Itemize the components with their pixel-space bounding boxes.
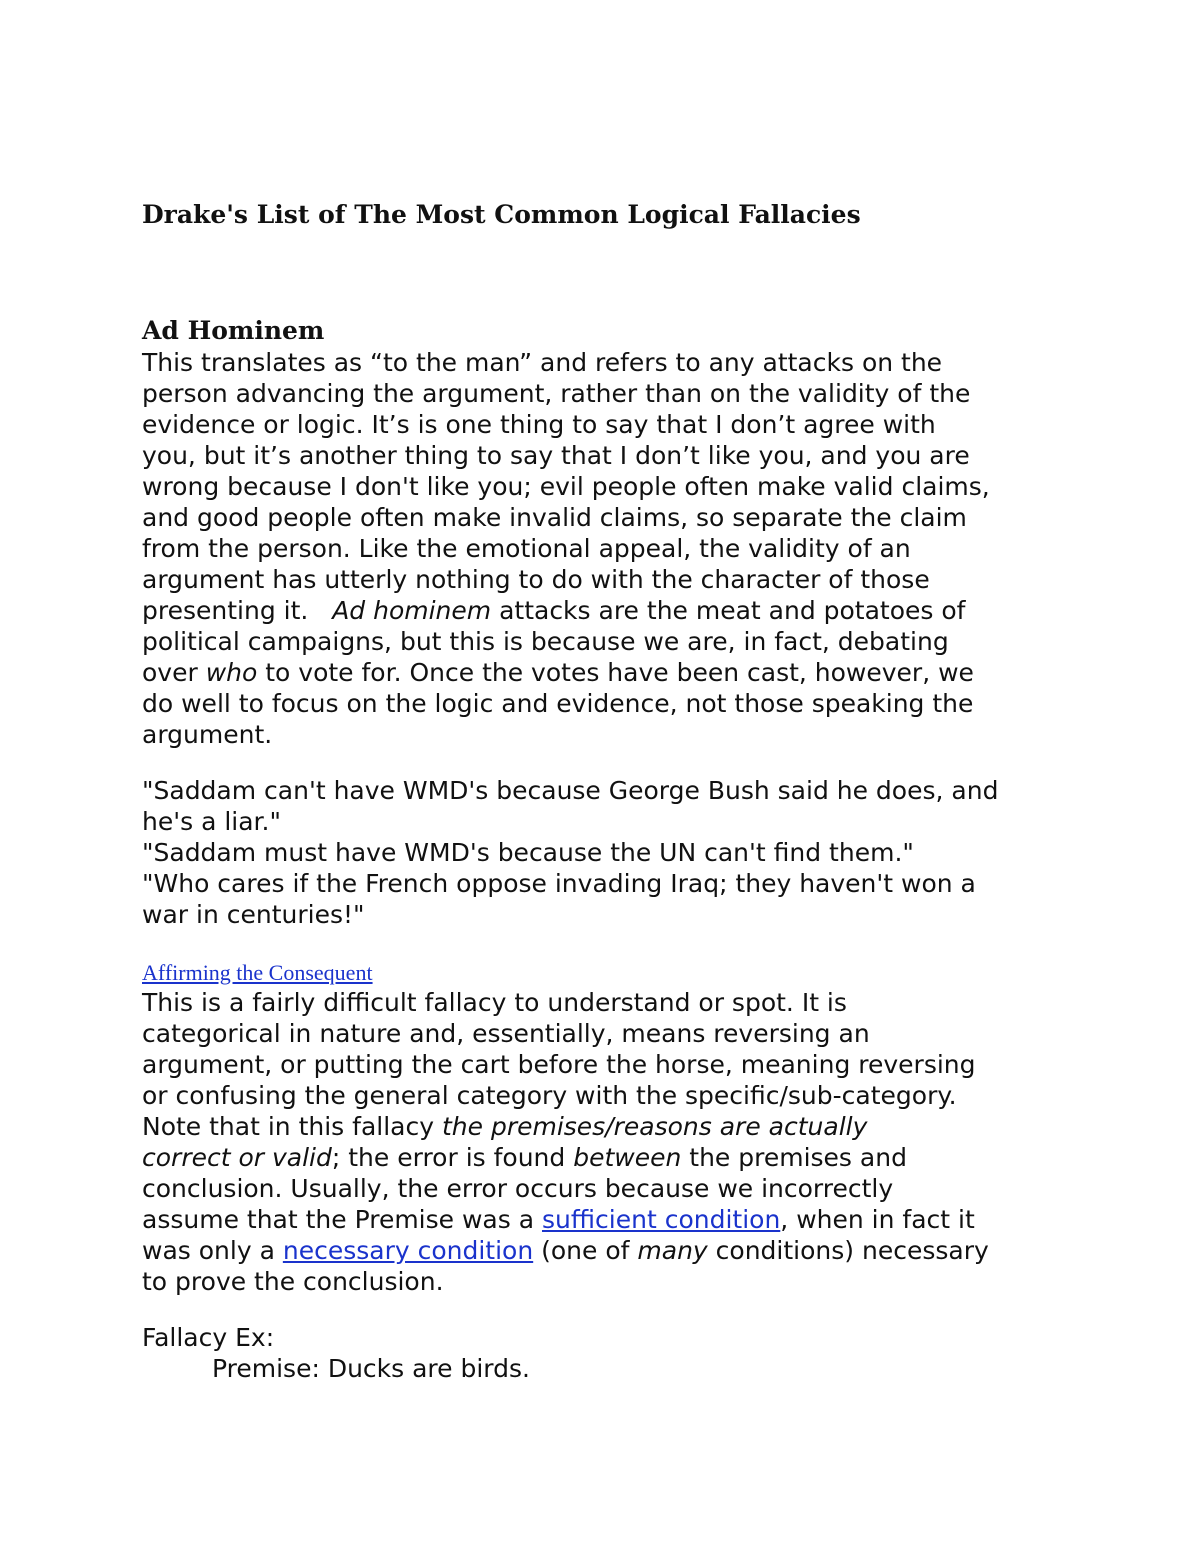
italic-text: the premises/reasons are actually [441, 1112, 868, 1141]
paragraph-line: conclusion. Usually, the error occurs because we incorrectly [142, 1174, 894, 1203]
paragraph-line: argument. [142, 720, 273, 749]
affirming-consequent-link[interactable]: Affirming the Consequent [142, 960, 373, 985]
affirming-consequent-section [142, 958, 1072, 1297]
paragraph-line: person advancing the argument, rather than on the validity of the [142, 379, 971, 408]
example-line: he's a liar." [142, 807, 281, 836]
text-run: presenting it. [142, 596, 333, 625]
premise-line: Premise: Ducks are birds. [212, 1354, 530, 1383]
ad-hominem-section [142, 314, 1072, 750]
ad-hominem-paragraph [142, 347, 1072, 750]
paragraph-line [142, 1142, 1072, 1173]
paragraph-line: political campaigns, but this is because we are, in fact, debating [142, 627, 949, 656]
paragraph-line [142, 595, 1072, 626]
text-run: attacks are the meat and potatoes of [491, 596, 966, 625]
paragraph-line: argument has utterly nothing to do with the character of those [142, 565, 930, 594]
paragraph-line: do well to focus on the logic and evidence, not those speaking the [142, 689, 974, 718]
necessary-condition-link[interactable]: necessary condition [282, 1236, 534, 1265]
italic-text: who [205, 658, 258, 687]
section-heading-ad-hominem: Ad Hominem [142, 316, 325, 345]
text-run: assume that the Premise was a [142, 1205, 542, 1234]
italic-text: Ad hominem [332, 596, 492, 625]
italic-text: between [573, 1143, 682, 1172]
paragraph-line: you, but it’s another thing to say that I don’t like you, and you are [142, 441, 970, 470]
text-run: ; the error is found [331, 1143, 574, 1172]
text-run: the premises and [681, 1143, 907, 1172]
text-run: , when in fact it [780, 1205, 975, 1234]
page-title: Drake's List of The Most Common Logical Fallacies [142, 200, 861, 229]
text-run: Note that in this fallacy [142, 1112, 442, 1141]
paragraph-line: or confusing the general category with the specific/sub-category. [142, 1081, 957, 1110]
paragraph-line: argument, or putting the cart before the horse, meaning reversing [142, 1050, 976, 1079]
text-run: over [142, 658, 206, 687]
text-run: (one of [533, 1236, 638, 1265]
paragraph-line: This is a fairly difficult fallacy to understand or spot. It is [142, 988, 847, 1017]
paragraph-line [142, 657, 1072, 688]
paragraph-line [142, 1111, 1072, 1142]
paragraph-line: This translates as “to the man” and refers to any attacks on the [142, 348, 943, 377]
paragraph-line: from the person. Like the emotional appeal, the validity of an [142, 534, 911, 563]
paragraph-line: wrong because I don't like you; evil people often make valid claims, [142, 472, 990, 501]
fallacy-example-label: Fallacy Ex: [142, 1323, 275, 1352]
text-run: was only a [142, 1236, 283, 1265]
example-line: "Saddam must have WMD's because the UN can't find them." [142, 838, 914, 867]
text-run: to vote for. Once the votes have been cast, however, we [257, 658, 974, 687]
text-run: conditions) necessary [707, 1236, 989, 1265]
fallacy-example-section [142, 1322, 1072, 1384]
paragraph-line [142, 1204, 1072, 1235]
paragraph-line: to prove the conclusion. [142, 1267, 444, 1296]
italic-text: many [637, 1236, 708, 1265]
ad-hominem-examples [142, 775, 1072, 930]
paragraph-line: evidence or logic. It’s is one thing to say that I don’t agree with [142, 410, 936, 439]
affirming-paragraph [142, 987, 1072, 1297]
italic-text: correct or valid [142, 1143, 332, 1172]
paragraph-line: and good people often make invalid claims, so separate the claim [142, 503, 967, 532]
example-line: war in centuries!" [142, 900, 365, 929]
sufficient-condition-link[interactable]: sufficient condition [542, 1205, 781, 1234]
paragraph-line: categorical in nature and, essentially, means reversing an [142, 1019, 870, 1048]
example-line: "Saddam can't have WMD's because George Bush said he does, and [142, 776, 999, 805]
example-line: "Who cares if the French oppose invading Iraq; they haven't won a [142, 869, 976, 898]
paragraph-line [142, 1235, 1072, 1266]
